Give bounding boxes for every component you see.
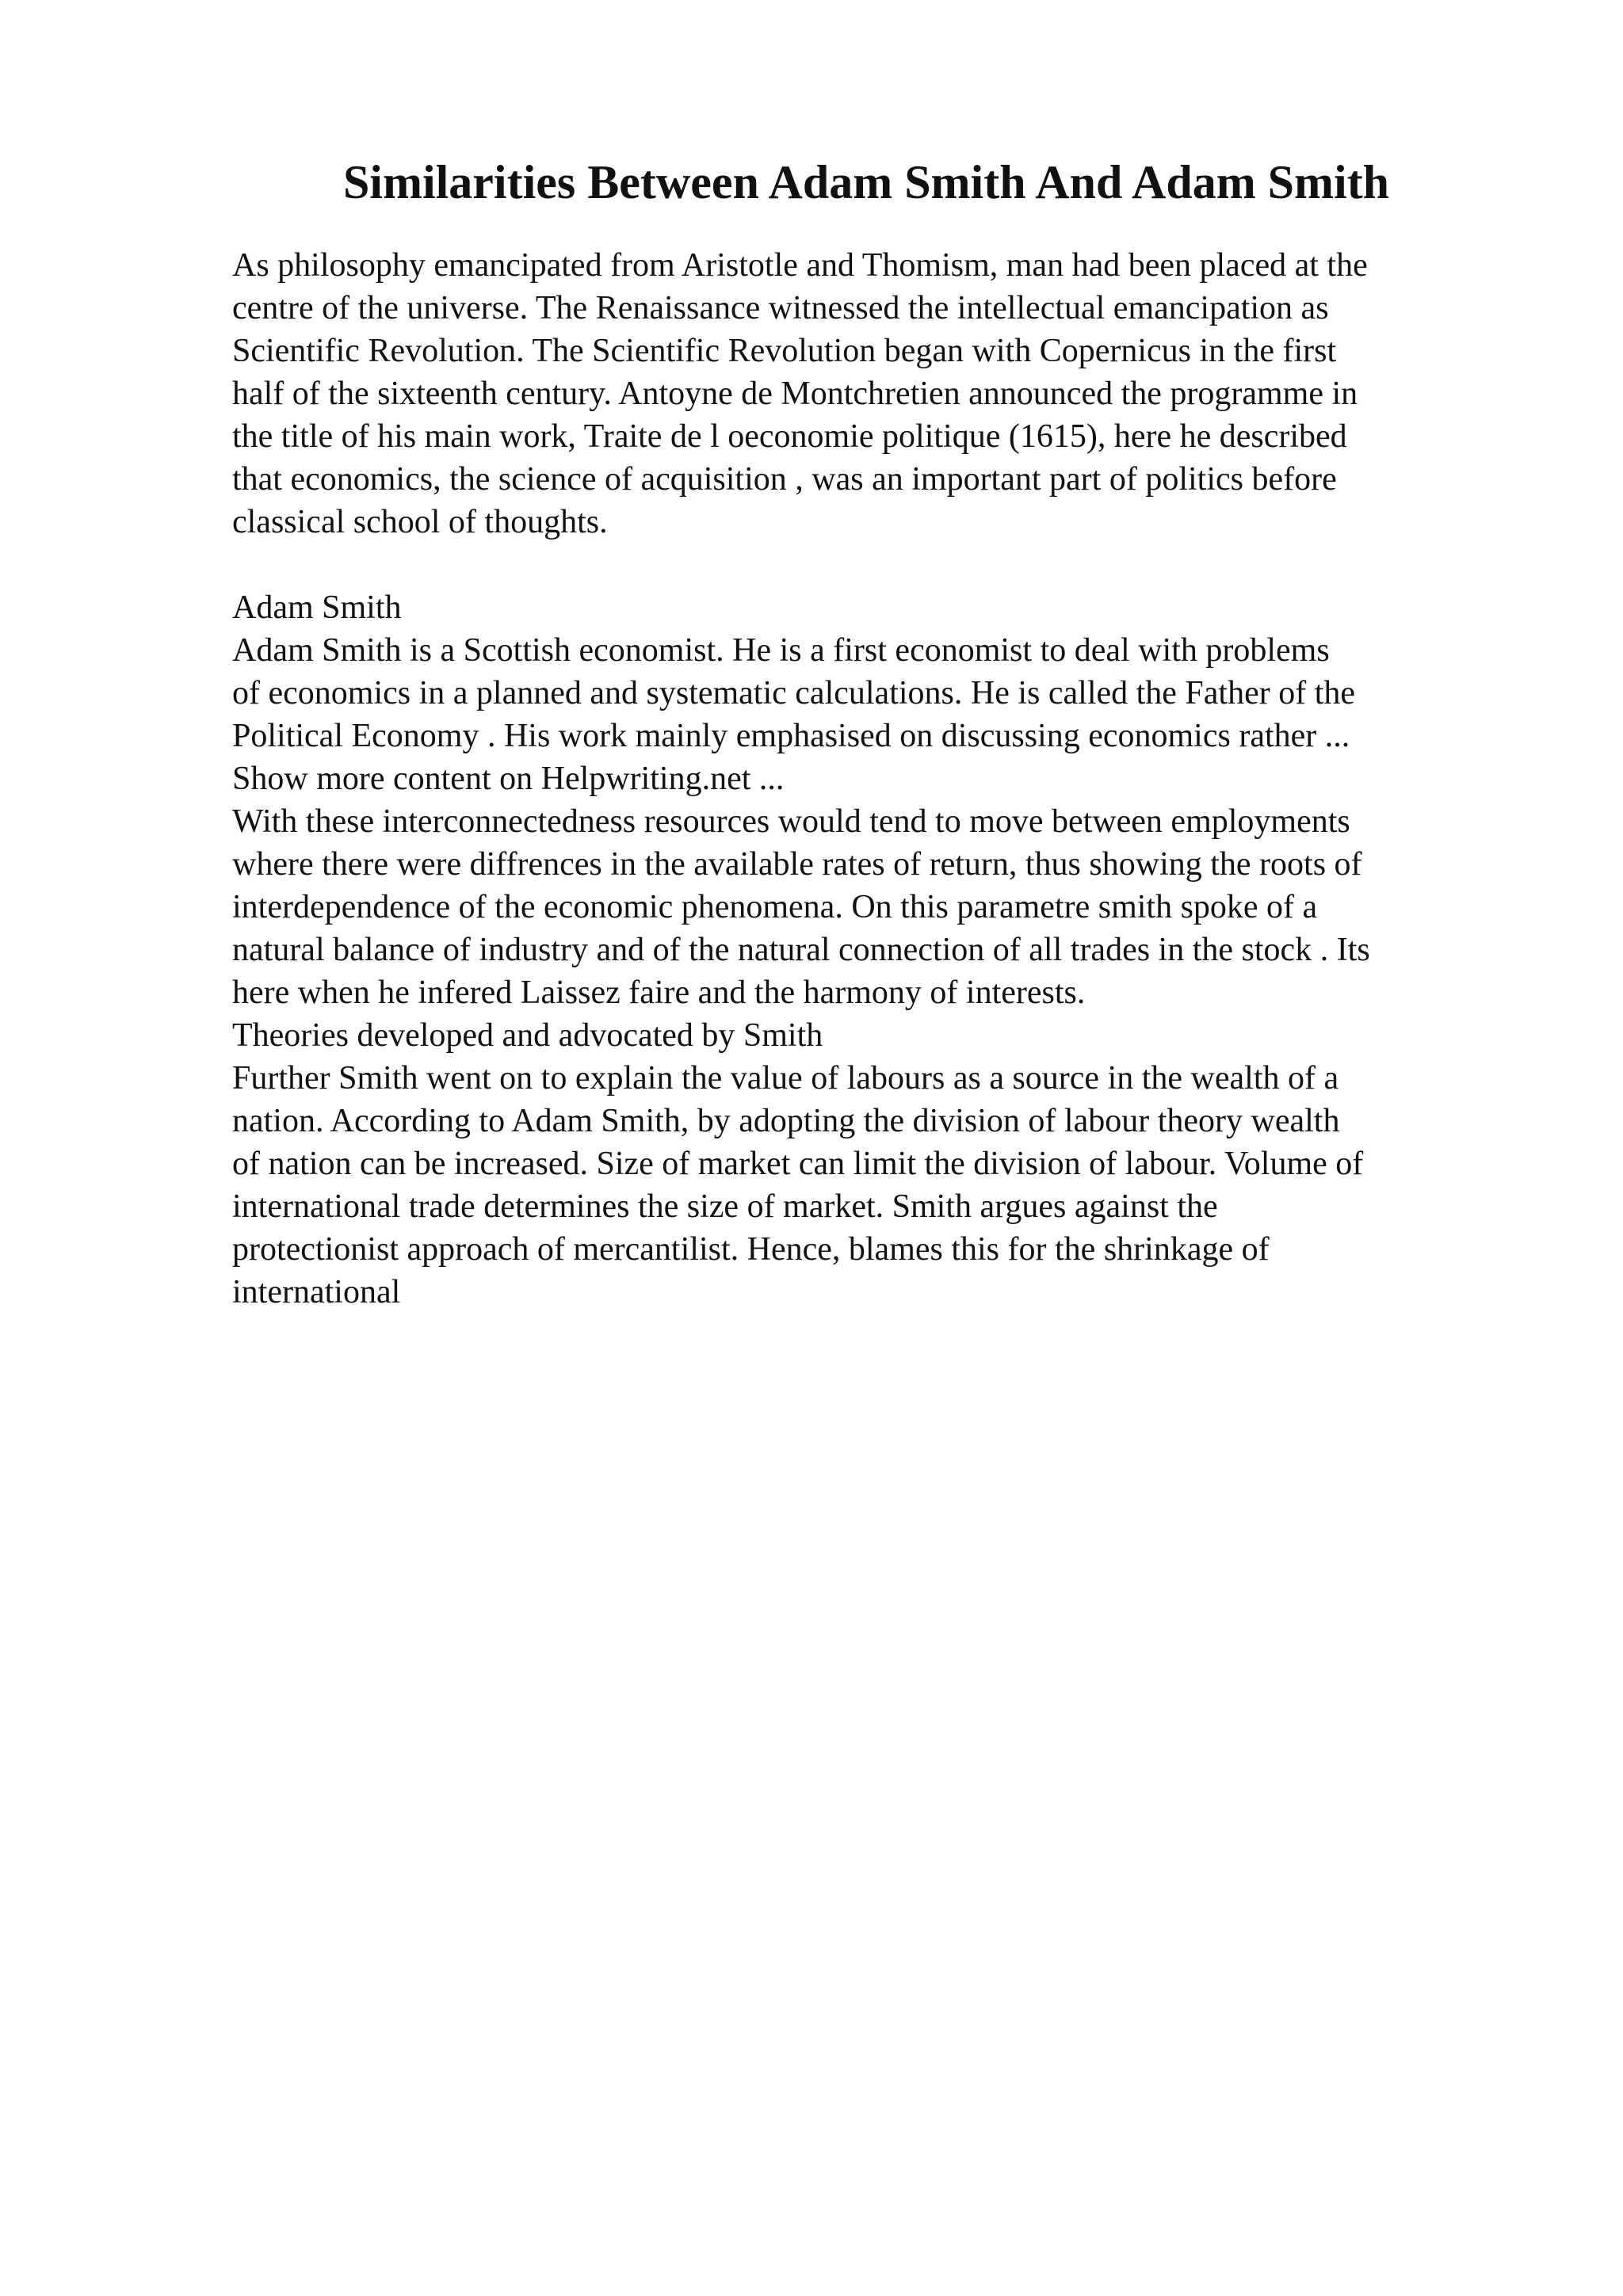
text-line: Further Smith went on to explain the value of labours as a source in the wealth of a xyxy=(232,1060,1339,1097)
intro-paragraph xyxy=(232,244,1516,543)
text-line: that economics, the science of acquisition , was an important part of politics before xyxy=(232,461,1337,498)
text-line: of nation can be increased. Size of market can limit the division of labour. Volume of xyxy=(232,1146,1364,1182)
text-line: Scientific Revolution. The Scientific Revolution began with Copernicus in the first xyxy=(232,333,1337,369)
show-more-notice: Show more content on Helpwriting.net ... xyxy=(232,761,785,797)
text-line: nation. According to Adam Smith, by adopting the division of labour theory wealth xyxy=(232,1103,1340,1139)
text-line: where there were diffrences in the available rates of return, thus showing the roots of xyxy=(232,846,1362,883)
text-line: here when he infered Laissez faire and the harmony of interests. xyxy=(232,974,1086,1011)
text-line: natural balance of industry and of the natural connection of all trades in the stock . Its xyxy=(232,932,1370,968)
text-line: Adam Smith is a Scottish economist. He is a first economist to deal with problems xyxy=(232,632,1330,669)
text-line: of economics in a planned and systematic calculations. He is called the Father of the xyxy=(232,675,1356,711)
text-line: centre of the universe. The Renaissance witnessed the intellectual emancipation as xyxy=(232,290,1329,326)
text-line: interdependence of the economic phenomena. On this parametre smith spoke of a xyxy=(232,889,1318,925)
text-line: Political Economy . His work mainly emphasised on discussing economics rather ... xyxy=(232,718,1350,754)
text-line: half of the sixteenth century. Antoyne de Montchretien announced the programme in xyxy=(232,376,1358,412)
paragraph-spacer xyxy=(232,543,1516,586)
text-line: As philosophy emancipated from Aristotle and Thomism, man had been placed at the xyxy=(232,247,1368,284)
text-line: the title of his main work, Traite de l oeconomie politique (1615), here he described xyxy=(232,418,1347,455)
adam-smith-section xyxy=(232,586,1516,1314)
section-heading-theories: Theories developed and advocated by Smith xyxy=(232,1017,823,1054)
text-line: international trade determines the size of market. Smith argues against the xyxy=(232,1188,1218,1225)
text-line: classical school of thoughts. xyxy=(232,504,608,540)
text-line: protectionist approach of mercantilist. Hence, blames this for the shrinkage of xyxy=(232,1231,1270,1268)
text-line: With these interconnectedness resources would tend to move between employments xyxy=(232,803,1350,840)
section-heading-adam-smith: Adam Smith xyxy=(232,589,402,626)
text-line: international xyxy=(232,1274,401,1310)
document-title: Similarities Between Adam Smith And Adam Smith xyxy=(342,156,1390,208)
document-body xyxy=(232,244,1516,1314)
